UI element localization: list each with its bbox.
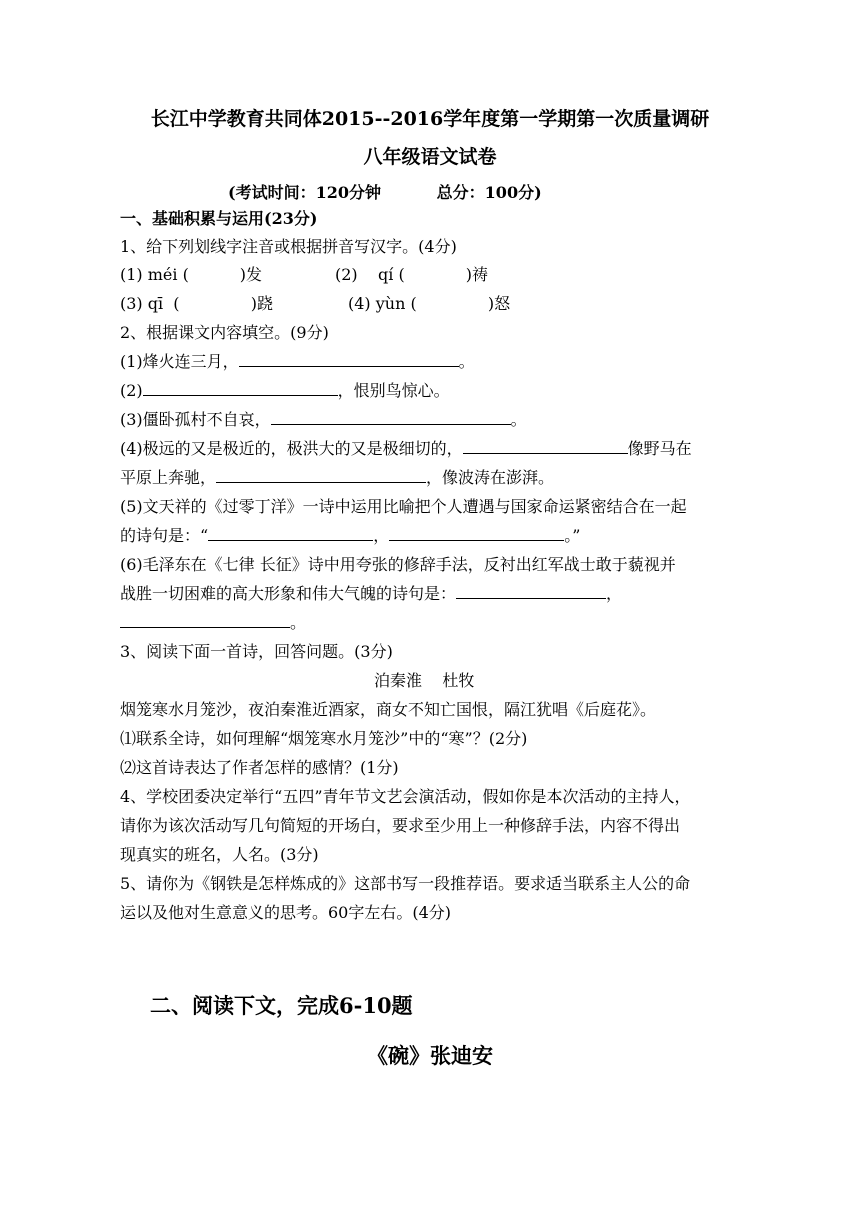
q2-item-5-prefix: 的诗句是：“ [120,526,209,545]
q5-line-2: 运以及他对生意意义的思考。60字左右。(4分) [120,903,452,922]
q4-line-1: 4、学校团委决定举行“五四”青年节文艺会演活动，假如你是本次活动的主持人， [120,787,691,806]
q1-item-2: (2) qí ( )祷 [335,265,488,284]
answer-blank[interactable] [456,583,606,599]
answer-blank[interactable] [216,467,426,483]
answer-blank[interactable] [463,438,628,454]
q1-item-3: (3) qī ( )跷 [120,294,273,313]
q2-item-2-suffix: ，恨别鸟惊心。 [337,381,450,400]
q2-item-1 [120,351,740,373]
q2-item-5-line1: (5)文天祥的《过零丁洋》一诗中运用比喻把个人遭遇与国家命运紧密结合在一起 [120,497,687,516]
q3-sub-1: ⑴联系全诗，如何理解“烟笼寒水月笼沙”中的“寒”？(2分) [120,729,528,748]
q2-item-1-prefix: (1)烽火连三月， [120,352,239,371]
q2-item-6-line2 [120,583,740,605]
answer-blank[interactable] [389,525,564,541]
q2-item-2 [120,380,740,402]
q5-line-1: 5、请你为《钢铁是怎样炼成的》这部书写一段推荐语。要求适当联系主人公的命 [120,874,691,893]
section2-heading: 二、阅读下文，完成6-10题 [150,993,413,1018]
q2-item-5-comma: ， [373,526,390,545]
exam-subtitle: 八年级语文试卷 [363,146,497,168]
q3-sub-2: ⑵这首诗表达了作者怎样的感情？(1分) [120,758,399,777]
section1-heading: 一、基础积累与运用(23分) [120,209,318,228]
answer-blank[interactable] [271,409,511,425]
q1-item-4: (4) yùn ( )怒 [348,294,511,313]
q2-item-3-suffix: 。 [510,410,527,429]
q2-item-6-prefix: 战胜一切困难的高大形象和伟大气魄的诗句是： [120,584,457,603]
q2-item-4-prefix: (4)极远的又是极近的，极洪大的又是极细切的， [120,439,463,458]
q1-text: 1、给下列划线字注音或根据拼音写汉字。(4分) [120,237,457,256]
q2-item-6-comma: ， [606,584,623,603]
answer-blank[interactable] [120,612,290,628]
q2-item-3 [120,409,740,431]
q2-item-4-line2 [120,467,740,489]
poem-title: 泊秦淮 杜牧 [374,671,475,690]
exam-info: (考试时间：120分钟 总分：100分) [228,183,542,202]
q2-item-1-suffix: 。 [458,352,475,371]
essay-title: 《碗》张迪安 [367,1043,493,1068]
answer-blank[interactable] [208,525,373,541]
q2-item-4-cont: 平原上奔驰， [120,468,217,487]
q4-line-3: 现真实的班名，人名。(3分) [120,845,319,864]
q2-item-4-mid: 像野马在 [627,439,692,458]
q2-item-6-line3 [120,612,740,634]
q2-item-3-prefix: (3)僵卧孤村不自哀， [120,410,271,429]
q4-line-2: 请你为该次活动写几句简短的开场白，要求至少用上一种修辞手法，内容不得出 [120,816,681,835]
poem-text: 烟笼寒水月笼沙，夜泊秦淮近酒家，商女不知亡国恨，隔江犹唱《后庭花》。 [120,700,657,719]
q2-item-4-line1 [120,438,740,460]
q2-text: 2、根据课文内容填空。(9分) [120,323,329,342]
q2-item-5-suffix: 。” [564,526,581,545]
exam-title: 长江中学教育共同体2015--2016学年度第一学期第一次质量调研 [150,108,710,130]
q1-item-1: (1) méi ( )发 [120,265,262,284]
q3-text: 3、阅读下面一首诗，回答问题。(3分) [120,642,393,661]
q2-item-6-suffix: 。 [290,613,307,632]
answer-blank[interactable] [239,351,459,367]
q2-item-6-line1: (6)毛泽东在《七律 长征》诗中用夸张的修辞手法，反衬出红军战士敢于藐视并 [120,555,676,574]
answer-blank[interactable] [143,380,338,396]
q2-item-4-suffix: ，像波涛在澎湃。 [426,468,555,487]
q2-item-5-line2 [120,525,740,547]
q2-item-2-prefix: (2) [120,381,143,400]
